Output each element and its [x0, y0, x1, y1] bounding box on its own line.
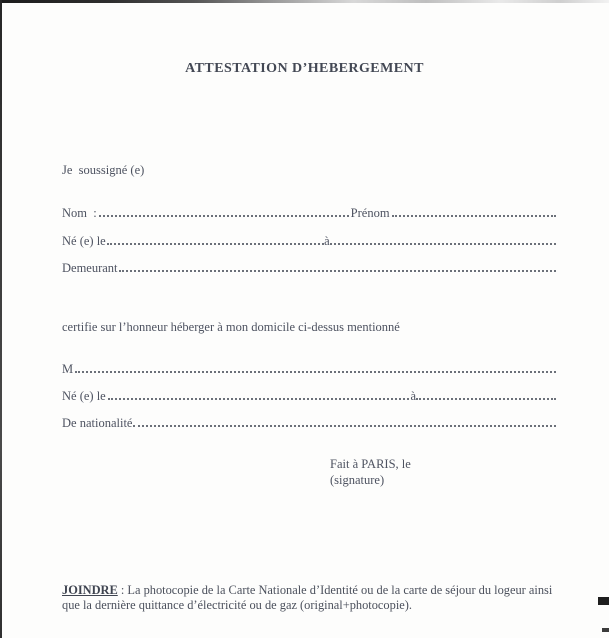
- nationality-blank-field: [133, 425, 556, 427]
- name-line: [62, 206, 558, 220]
- attachments-note: [62, 583, 568, 613]
- guest-name-line: [62, 362, 558, 376]
- nationality-line: [62, 416, 558, 430]
- intro-text: Je soussigné (e): [62, 163, 145, 177]
- joindre-text: : La photocopie de la Carte Nationale d’Identité ou de la carte de séjour du logeur ainsi que la dernière quittance d’électricité ou de gaz (original+photocopie).: [62, 583, 553, 612]
- guest-born-on-label: Né (e) le: [62, 389, 106, 403]
- first-name-blank-field: [392, 215, 556, 217]
- guest-born-at-label: à: [410, 389, 417, 403]
- place-date-line: Fait à PARIS, le: [330, 457, 411, 471]
- scan-artifact-top-edge: [0, 0, 609, 3]
- guest-name-blank-field: [75, 371, 556, 373]
- guest-birth-place-blank-field: [416, 398, 556, 400]
- residing-label: Demeurant: [62, 261, 118, 275]
- birth-place-blank-field: [330, 243, 556, 245]
- certify-line: [62, 320, 558, 334]
- address-line: [62, 261, 558, 275]
- intro-line: [62, 163, 558, 178]
- birth-date-blank-field: [107, 243, 324, 245]
- scan-artifact-right-mark: [598, 597, 609, 605]
- born-at-label: à: [324, 234, 330, 248]
- birth-line-host: [62, 234, 558, 248]
- born-on-label: Né (e) le: [62, 234, 106, 248]
- joindre-label: JOINDRE: [62, 583, 118, 597]
- certify-text: certifie sur l’honneur héberger à mon domicile ci-dessus mentionné: [62, 320, 400, 334]
- guest-birth-date-blank-field: [108, 398, 409, 400]
- guest-title-label: M: [62, 362, 74, 376]
- last-name-label: Nom :: [62, 206, 97, 220]
- scan-artifact-left-edge: [0, 0, 2, 638]
- signature-line: (signature): [330, 473, 385, 487]
- address-blank-field: [119, 270, 556, 272]
- nationality-label: De nationalité: [62, 416, 133, 430]
- document-title: ATTESTATION D’HEBERGEMENT: [185, 61, 424, 76]
- last-name-blank-field: [99, 215, 349, 217]
- first-name-label: Prénom: [350, 206, 390, 220]
- birth-line-guest: [62, 389, 558, 403]
- closing-block: [330, 456, 411, 488]
- scan-artifact-right-mark: [602, 628, 609, 632]
